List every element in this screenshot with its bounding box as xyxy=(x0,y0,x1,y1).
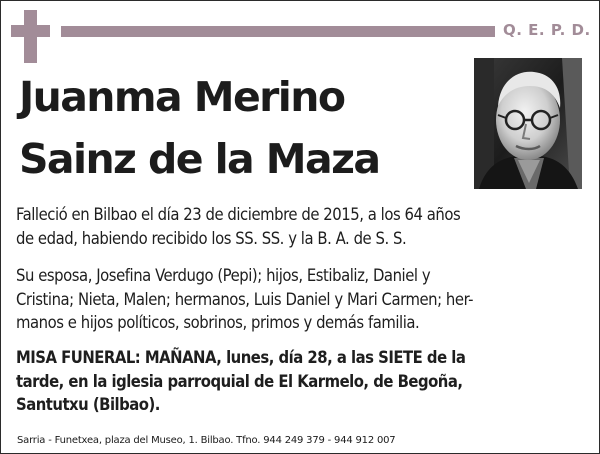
funeral-mass-line: MISA FUNERAL: MAÑANA, lunes, día 28, a las SIETE de la xyxy=(16,348,466,367)
latin-cross-icon-bar xyxy=(11,25,50,37)
funeral-mass-info xyxy=(16,346,588,417)
funeral-mass-line: tarde, en la iglesia parroquial de El Karmelo, de Begoña, xyxy=(16,371,463,391)
qepd-label: Q. E. P. D. xyxy=(503,21,591,39)
portrait-photo xyxy=(474,58,582,189)
family-mourners-line: Su esposa, Josefina Verdugo (Pepi); hijos, Estibaliz, Daniel y xyxy=(16,266,431,285)
funeral-home-footer: Sarria - Funetxea, plaza del Museo, 1. Bilbao. Tfno. 944 249 379 - 944 912 007 xyxy=(17,435,396,446)
header-rule xyxy=(61,26,495,37)
funeral-mass-line: Santutxu (Bilbao). xyxy=(16,395,160,414)
death-announcement xyxy=(16,203,588,250)
deceased-name-line2: Sainz de la Maza xyxy=(19,135,380,183)
portrait-illustration xyxy=(474,58,582,189)
family-mourners-line: manos e hijos políticos, sobrinos, primos y demás familia. xyxy=(16,313,420,332)
deceased-name-line1: Juanma Merino xyxy=(19,73,345,121)
death-announcement-line: Falleció en Bilbao el día 23 de diciembre de 2015, a los 64 años xyxy=(16,205,461,224)
family-mourners-line: Cristina; Nieta, Malen; hermanos, Luis Daniel y Mari Carmen; her- xyxy=(16,289,474,309)
death-announcement-line: de edad, habiendo recibido los SS. SS. y la B. A. de S. S. xyxy=(16,228,407,248)
family-mourners xyxy=(16,264,588,335)
